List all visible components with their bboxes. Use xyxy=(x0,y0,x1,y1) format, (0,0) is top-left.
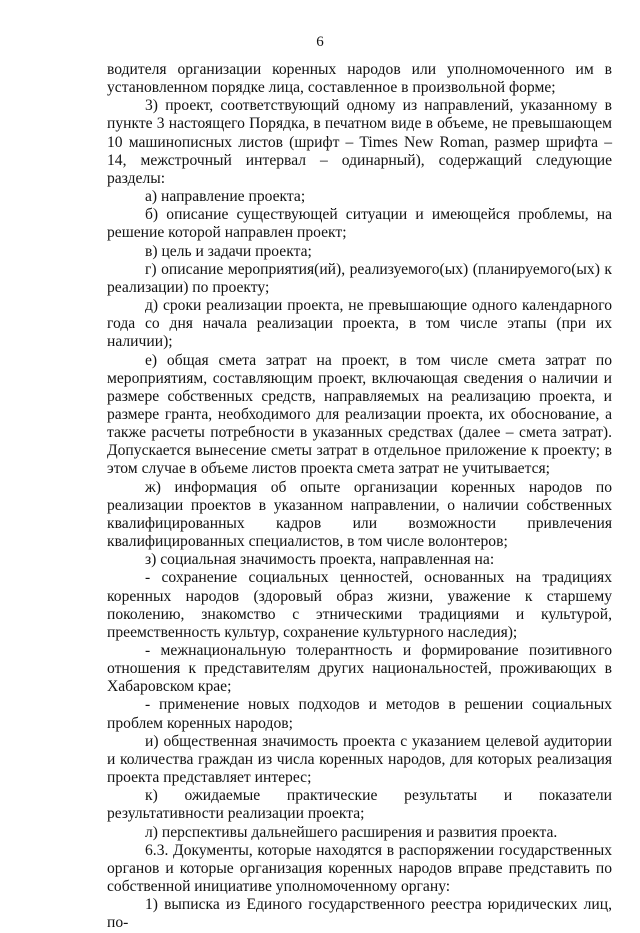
paragraph-item-e: е) общая смета затрат на проект, в том числе смета затрат по мероприятиям, составляющим проект, включающая сведения о наличии и размере собственных средств, направляемых на реализацию проекта, и размере гранта, необходимого для реализации проекта, их обоснование, а также расчеты потребности в указанных средствах (далее – смета затрат). Допускается вынесение сметы затрат в отдельное приложение к проекту; в этом случае в объеме листов проекта смета затрат не учитывается; xyxy=(107,351,612,478)
paragraph-bullet-approaches: - применение новых подходов и методов в решении социальных проблем коренных народов; xyxy=(107,696,612,732)
paragraph-section-6-3: 6.3. Документы, которые находятся в распоряжении государственных органов и которые организация коренных народов вправе представить по собственной инициативе уполномоченному органу: xyxy=(107,841,612,896)
paragraph-item-d: д) сроки реализации проекта, не превышающие одного календарного года со дня начала реализации проекта, в том числе этапы (при их наличии); xyxy=(107,297,612,351)
paragraph-item-v: в) цель и задачи проекта; xyxy=(145,242,312,260)
paragraph-item-k: к) ожидаемые практические результаты и показатели результативности реализации проекта; xyxy=(107,787,612,823)
paragraph-item-i: и) общественная значимость проекта с указанием целевой аудитории и количества граждан из числа коренных народов, для которых реализация проекта представляет интерес; xyxy=(107,732,612,787)
paragraph-item-z: з) социальная значимость проекта, направленная на: xyxy=(145,551,495,569)
paragraph-item-1-extract: 1) выписка из Единого государственного реестра юридических лиц, по- xyxy=(107,896,612,932)
paragraph-item-b: б) описание существующей ситуации и имеющейся проблемы, на решение которой направлен проект; xyxy=(107,206,612,242)
document-body xyxy=(107,61,612,933)
paragraph-bullet-tolerance: - межнациональную толерантность и формирование позитивного отношения к представителям других национальностей, проживающих в Хабаровском крае; xyxy=(107,642,612,696)
paragraph-item-g: г) описание мероприятия(ий), реализуемого(ых) (планируемого(ых) к реализации) по проекту; xyxy=(107,260,612,296)
page-number: 6 xyxy=(316,34,324,50)
paragraph-item-l: л) перспективы дальнейшего расширения и развития проекта. xyxy=(145,823,558,841)
paragraph-item-3-project: 3) проект, соответствующий одному из направлений, указанному в пункте 3 настоящего Порядка, в печатном виде в объеме, не превышающем 10 машинописных листов (шрифт – Times New Roman, размер шрифта – 14, межстрочный интервал – одинарный), содержащий следующие разделы: xyxy=(107,97,612,187)
paragraph-continuation: водителя организации коренных народов или уполномоченного им в установленном порядке лица, составленное в произвольной форме; xyxy=(107,61,612,97)
paragraph-item-a: а) направление проекта; xyxy=(145,188,306,206)
paragraph-item-zh: ж) информация об опыте организации коренных народов по реализации проектов в указанном направлении, о наличии собственных квалифицированных кадров или возможности привлечения квалифицированных специалистов, в том числе волонтеров; xyxy=(107,478,612,551)
paragraph-bullet-values: - сохранение социальных ценностей, основанных на традициях коренных народов (здоровый образ жизни, уважение к старшему поколению, знакомство с этническими традициями и культурой, преемственность культур, сохранение культурного наследия); xyxy=(107,569,612,641)
